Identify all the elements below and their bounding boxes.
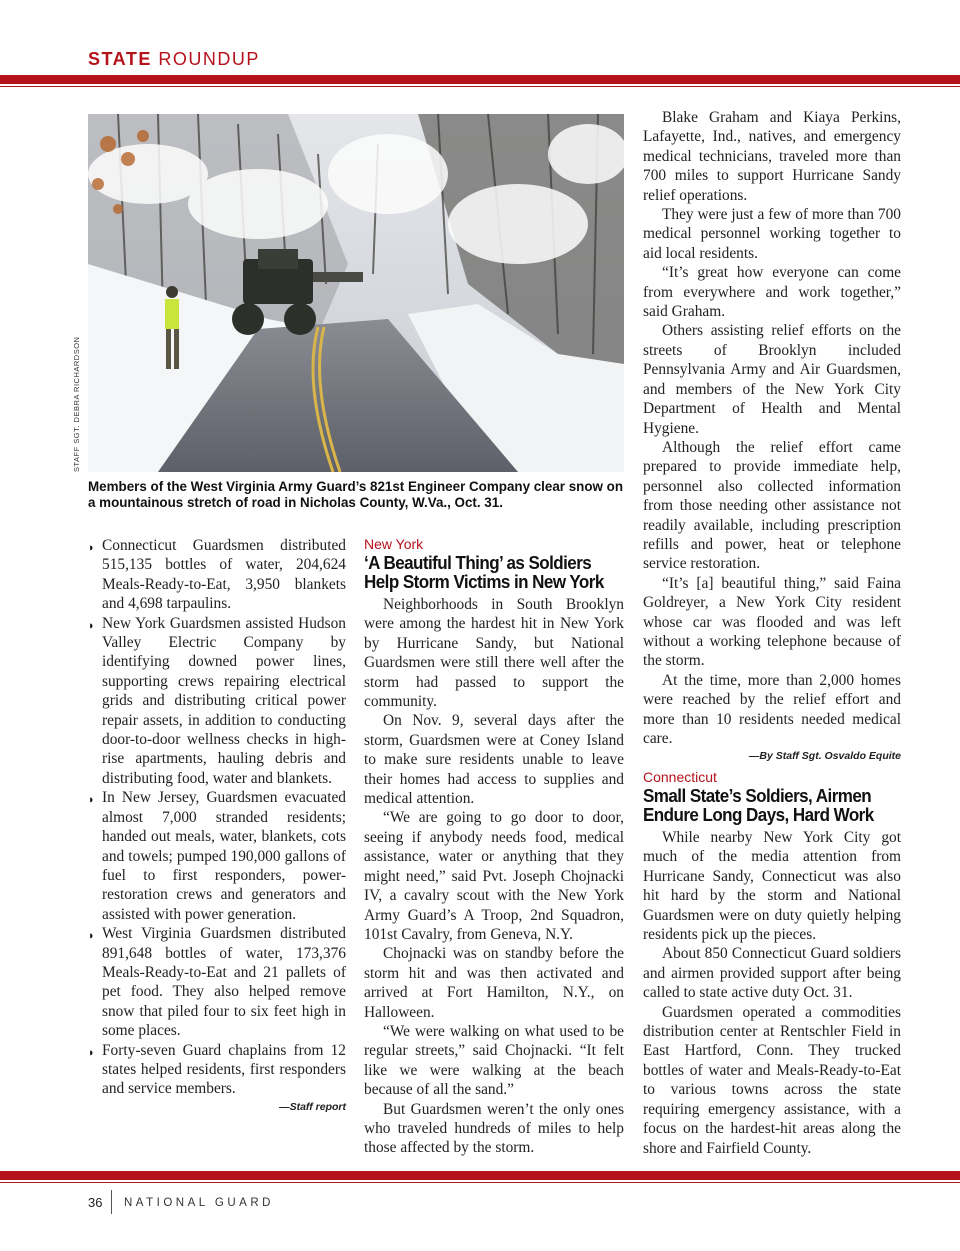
paragraph: Others assisting relief efforts on the streets of Brooklyn included Pennsylvania Army and Air Guardsmen, and members of the New York City Department of Health and Mental Hygiene.: [643, 322, 901, 437]
new-york-signature: —By Staff Sgt. Osvaldo Equite: [748, 750, 901, 763]
paragraph: Chojnacki was on standby before the storm hit and was then activated and arrived at Fort Hamilton, N.Y., on Halloween.: [364, 945, 624, 1021]
section-heading-rest: ROUNDUP: [158, 49, 260, 69]
paragraph: “It’s great how everyone can come from everywhere and work together,” said Graham.: [643, 264, 901, 321]
paragraph: They were just a few of more than 700 medical personnel working together to aid local residents.: [643, 206, 901, 262]
paragraph: While nearby New York City got much of the media attention from Hurricane Sandy, Connecticut was also hit hard by the storm and National Guardsmen were on duty quietly helping residents pick up the pieces.: [643, 829, 901, 944]
new-york-kicker: New York: [364, 536, 424, 552]
bottom-rule-thin: [0, 1182, 960, 1183]
bullet-text: West Virginia Guardsmen distributed 891,648 bottles of water, 173,376 Meals-Ready-to-Eat and 21 pallets of pet food. They also helped remove snow that piled four to six feet high in some places.: [102, 925, 346, 1040]
bullet-text: New York Guardsmen assisted Hudson Valley Electric Company by identifying downed power lines, supporting crews repairing electrical grids and distributing critical power repair assets, in addition to conducting door-to-door wellness checks in high-rise apartments, hauling debris and distributing food, water and blankets.: [102, 614, 346, 787]
bullet-icon: ◗: [88, 1046, 95, 1059]
bullet-icon: ◗: [88, 619, 95, 632]
list-item: [88, 788, 346, 924]
new-york-article: [364, 536, 624, 1158]
footer-divider: [111, 1190, 112, 1214]
bullet-text: Connecticut Guardsmen distributed 515,135 bottles of water, 204,624 Meals-Ready-to-Eat, 3,950 blankets and 4,698 tarpaulins.: [102, 537, 346, 613]
connecticut-kicker: Connecticut: [643, 769, 717, 785]
page-number: 36: [88, 1195, 103, 1210]
photo-snowy-road: [88, 114, 624, 472]
roundup-bullet-list: [88, 536, 346, 1115]
paragraph: On Nov. 9, several days after the storm, Guardsmen were at Coney Island to make sure residents unable to leave their homes had access to supplies and medical attention.: [364, 712, 624, 808]
paragraph: About 850 Connecticut Guard soldiers and airmen provided support after being called to state active duty Oct. 31.: [643, 945, 901, 1002]
new-york-headline: ‘A Beautiful Thing’ as Soldiers Help Storm Victims in New York: [364, 552, 604, 592]
bottom-rule: [0, 1171, 960, 1180]
bullet-icon: ◗: [88, 794, 95, 807]
bullet-icon: ◗: [88, 930, 95, 943]
section-heading-bold: STATE: [88, 49, 152, 69]
list-item: [88, 614, 346, 789]
paragraph: Blake Graham and Kiaya Perkins, Lafayette, Ind., natives, and emergency medical technicians, traveled more than 700 miles to support Hurricane Sandy relief operations.: [643, 109, 901, 204]
connecticut-article: [643, 769, 901, 1158]
list-item: [88, 536, 346, 614]
paragraph: “We are going to go door to door, seeing if anybody needs food, medical assistance, water or anything that they might need,” said Pvt. Joseph Chojnacki IV, a cavalry scout with the New York Army Guard’s A Troop, 2nd Squadron, 101st Cavalry, from Geneva, N.Y.: [364, 809, 624, 943]
paragraph: But Guardsmen weren’t the only ones who traveled hundreds of miles to help those affected by the storm.: [364, 1100, 624, 1157]
paragraph: At the time, more than 2,000 homes were reached by the relief effort and more than 10 residents needed medical care.: [643, 671, 901, 747]
paragraph: “It’s [a] beautiful thing,” said Faina Goldreyer, a New York City resident whose car was flooded and was left without a working telephone because of the storm.: [643, 574, 901, 670]
photo-credit: STAFF SGT. DEBRA RICHARDSON: [72, 336, 81, 472]
paragraph: “We were walking on what used to be regular streets,” said Chojnacki. “It felt like we were walking at the beach because of all the sand.”: [364, 1022, 624, 1099]
publication-name: NATIONAL GUARD: [124, 1197, 274, 1209]
bullet-icon: ◗: [88, 542, 95, 554]
list-item: [88, 924, 346, 1040]
connecticut-headline: Small State’s Soldiers, Airmen Endure Long Days, Hard Work: [643, 785, 874, 825]
bullet-text: Forty-seven Guard chaplains from 12 states helped residents, first responders and service members.: [102, 1041, 346, 1098]
paragraph: Guardsmen operated a commodities distribution center at Rentschler Field in East Hartford, Conn. They trucked bottles of water and Meals-Ready-to-Eat to various towns across the state requiring emergency assistance, with a focus on the hardest-hit areas along the shore and Fairfield County.: [643, 1003, 901, 1157]
section-heading: [88, 49, 260, 70]
paragraph: Neighborhoods in South Brooklyn were among the hardest hit in New York by Hurricane Sandy, but National Guardsmen were still there well after the storm had passed to support the community.: [364, 596, 624, 711]
new-york-article-continued: [643, 108, 901, 764]
bullet-text: In New Jersey, Guardsmen evacuated almost 7,000 stranded residents; handed out meals, water, blankets, cots and towels; pumped 190,000 gallons of fuel to first responders, power-restoration crews and generators and assisted with power generation.: [102, 789, 346, 923]
photo-caption: Members of the West Virginia Army Guard’s 821st Engineer Company clear snow on a mountainous stretch of road in Nicholas County, W.Va., Oct. 31.: [88, 479, 624, 510]
top-rule-thin: [0, 86, 960, 87]
paragraph: Although the relief effort came prepared to provide immediate help, personnel also collected information from those needing other assistance not readily available, including prescription refills and power, heat or telephone service restoration.: [643, 438, 901, 573]
top-rule: [0, 75, 960, 84]
staff-report-signature: —Staff report: [279, 1100, 346, 1113]
list-item: [88, 1041, 346, 1099]
photo-illustration: [88, 114, 624, 472]
